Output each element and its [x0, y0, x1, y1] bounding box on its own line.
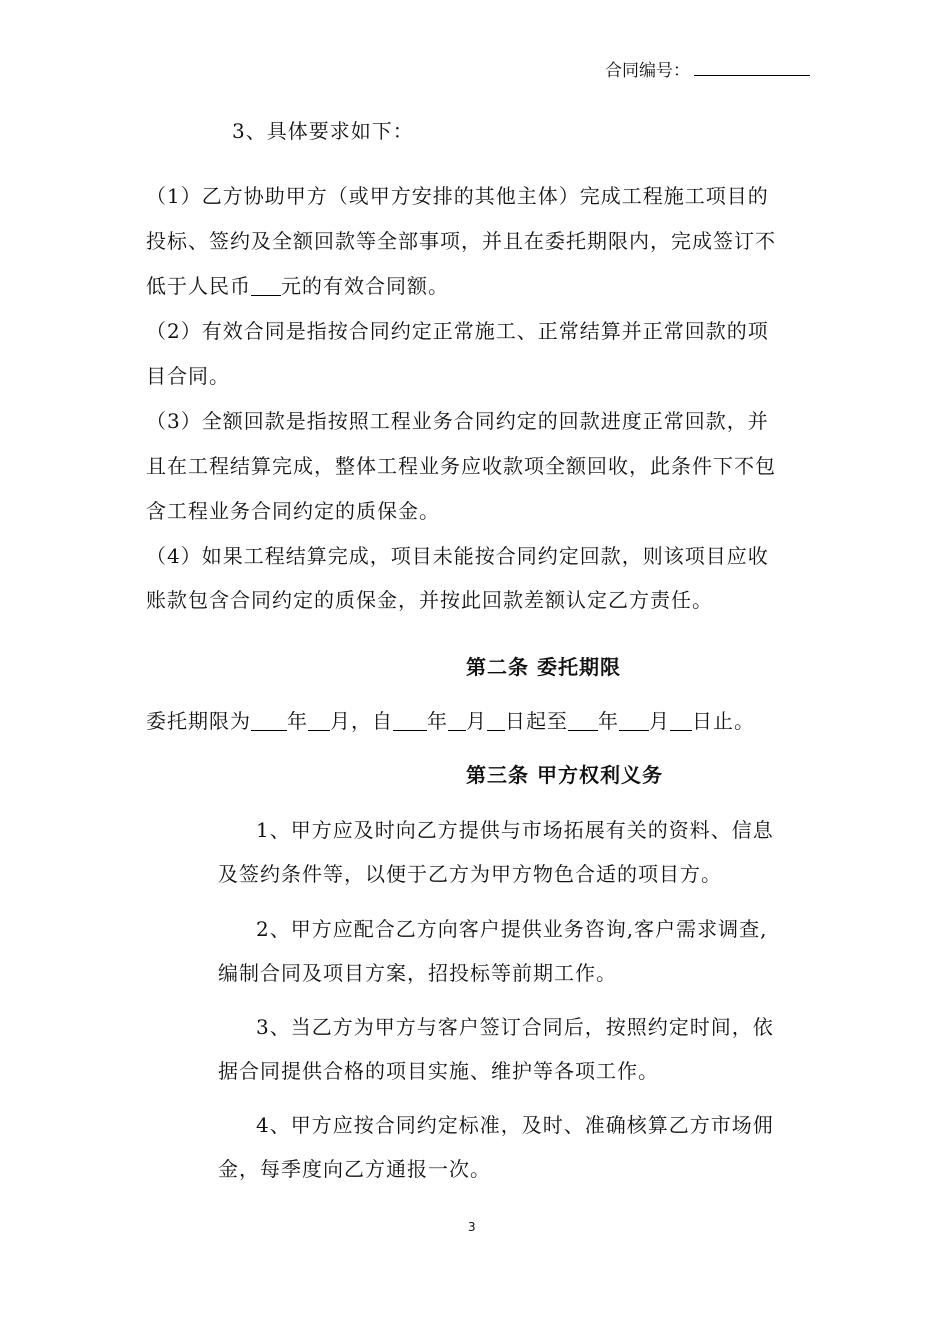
clause-1-text-a: 低于人民币	[146, 274, 251, 298]
clause-1-line-1: （1）乙方协助甲方（或甲方安排的其他主体）完成工程施工项目的	[146, 184, 769, 208]
term-text-6: 日起至	[505, 709, 568, 733]
clause-2-line-1: （2）有效合同是指按合同约定正常施工、正常结算并正常回款的项	[146, 319, 769, 343]
clause-4-line-2: 账款包含合同约定的质保金，并按此回款差额认定乙方责任。	[146, 588, 713, 612]
start-day-blank	[487, 710, 505, 731]
clause-1-line-2: 投标、签约及全额回款等全部事项，并且在委托期限内，完成签订不	[146, 229, 776, 253]
term-text-7: 年	[598, 709, 619, 733]
end-month-blank	[619, 710, 649, 731]
contract-number-blank	[694, 57, 810, 76]
start-year-blank	[393, 710, 427, 731]
term-text-4: 年	[427, 709, 448, 733]
article-3-item-1-line-2: 及签约条件等，以便于乙方为甲方物色合适的项目方。	[218, 862, 722, 886]
article-3-item-4-line-2: 金，每季度向乙方通报一次。	[218, 1157, 491, 1181]
page-number: 3	[468, 1220, 476, 1234]
contract-number-label: 合同编号：	[605, 61, 690, 81]
article-3-item-3-line-1: 3、当乙方为甲方与客户签订合同后，按照约定时间，依	[256, 1015, 774, 1039]
term-years-blank	[251, 710, 287, 731]
clause-2-line-2: 目合同。	[146, 364, 230, 388]
article-2-title: 第二条 委托期限	[466, 655, 621, 679]
article-2-term-line	[146, 705, 755, 734]
end-day-blank	[670, 710, 692, 731]
clause-4-line-1: （4）如果工程结算完成，项目未能按合同约定回款，则该项目应收	[146, 544, 769, 568]
amount-blank	[251, 275, 281, 296]
requirements-heading: 3、具体要求如下：	[232, 119, 414, 143]
term-months-blank	[308, 710, 330, 731]
clause-3-line-2: 且在工程结算完成，整体工程业务应收款项全额回收，此条件下不包	[146, 454, 776, 478]
contract-number-field	[605, 56, 810, 81]
article-3-item-1-line-1: 1、甲方应及时向乙方提供与市场拓展有关的资料、信息	[256, 818, 774, 842]
article-3-title: 第三条 甲方权利义务	[466, 763, 663, 787]
article-3-item-4-line-1: 4、甲方应按合同约定标准，及时、准确核算乙方市场佣	[256, 1113, 774, 1137]
term-text-3: 月，自	[330, 709, 393, 733]
term-text-9: 日止。	[692, 709, 755, 733]
article-3-item-2-line-1: 2、甲方应配合乙方向客户提供业务咨询,客户需求调查,	[256, 917, 768, 941]
article-3-item-3-line-2: 据合同提供合格的项目实施、维护等各项工作。	[218, 1059, 659, 1083]
start-month-blank	[448, 710, 466, 731]
clause-1-line-3	[146, 270, 449, 299]
clause-3-line-1: （3）全额回款是指按照工程业务合同约定的回款进度正常回款，并	[146, 409, 769, 433]
term-text-5: 月	[466, 709, 487, 733]
clause-3-line-3: 含工程业务合同约定的质保金。	[146, 499, 440, 523]
term-text-2: 年	[287, 709, 308, 733]
clause-1-text-b: 元的有效合同额。	[281, 274, 449, 298]
end-year-blank	[568, 710, 598, 731]
term-text-8: 月	[649, 709, 670, 733]
term-text-1: 委托期限为	[146, 709, 251, 733]
article-3-item-2-line-2: 编制合同及项目方案，招投标等前期工作。	[218, 961, 617, 985]
